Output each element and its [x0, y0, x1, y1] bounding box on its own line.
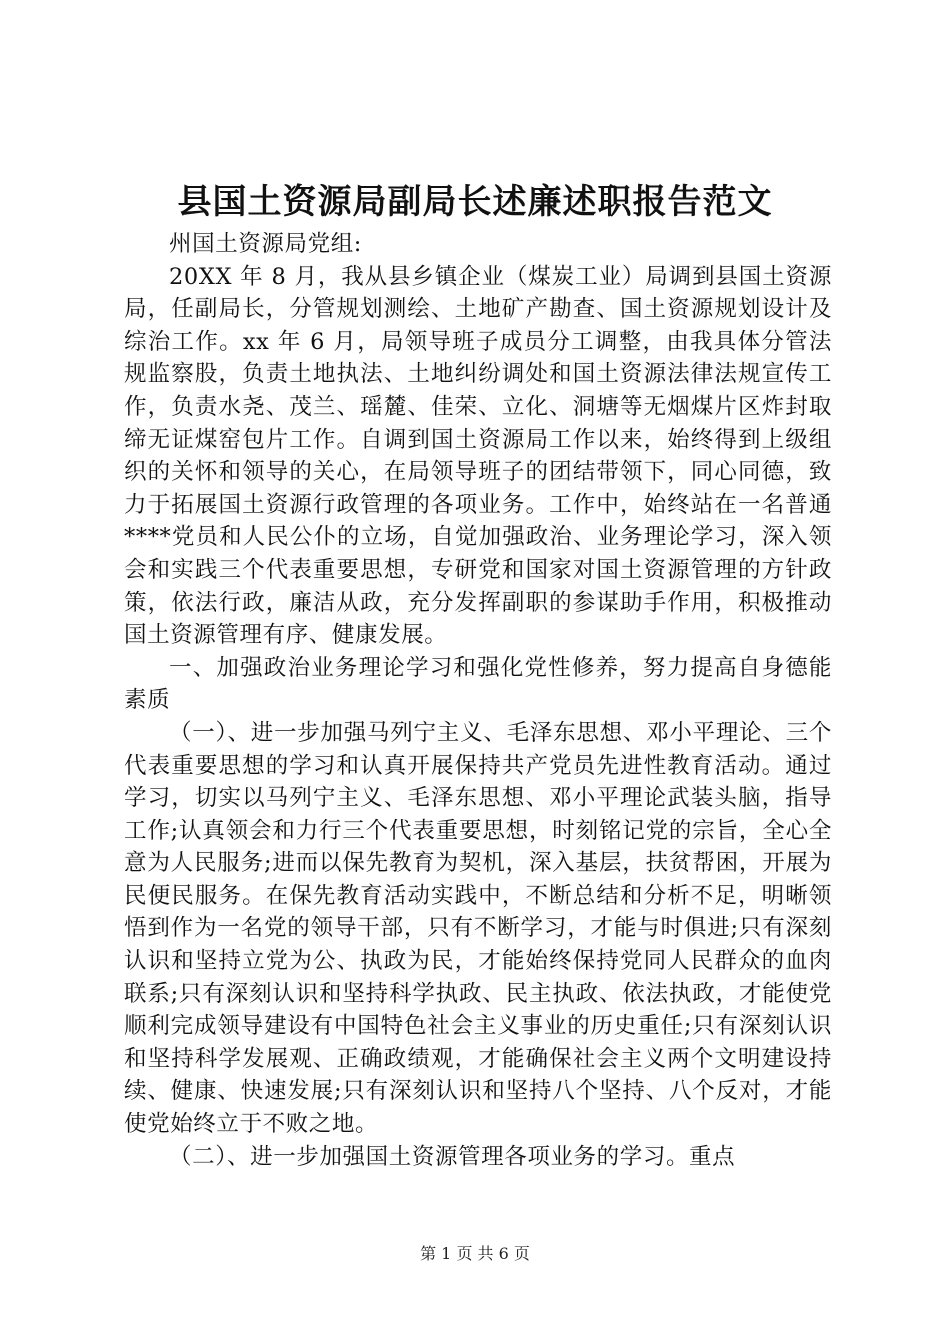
- paragraph-subsection-2: （二）、进一步加强国土资源管理各项业务的学习。重点: [169, 1143, 736, 1170]
- page-number-footer: 第 1 页 共 6 页: [420, 1244, 530, 1263]
- document-title: 县国土资源局副局长述廉述职报告范文: [177, 182, 773, 222]
- paragraph-intro: 20XX 年 8 月，我从县乡镇企业（煤炭工业）局调到县国土资源局，任副局长，分管规划测绘、土地矿产勘查、国土资源规划设计及综治工作。xx 年 6 月，局领导班子成员分工调整，由我具体分管法规监察股，负责土地执法、土地纠纷调处和国土资源法律法规宣传工作，负责水尧、茂兰、瑶麓、佳荣、立化、洞塘等无烟煤片区炸封取缔无证煤窑包片工作。自调到国土资源局工作以来，始终得到上级组织的关怀和领导的关心，在局领导班子的团结带领下，同心同德，致力于拓展国土资源行政管理的各项业务。工作中，始终站在一名普通****党员和人民公仆的立场，自觉加强政治、业务理论学习，深入领会和实践三个代表重要思想，专研党和国家对国土资源管理的方针政策，依法行政，廉洁从政，充分发挥副职的参谋助手作用，积极推动国土资源管理有序、健康发展。: [124, 263, 832, 649]
- salutation: 州国土资源局党组:: [169, 231, 362, 257]
- document-body: [124, 228, 832, 1173]
- section-heading-1: 一、加强政治业务理论学习和强化党性修养，努力提高自身德能素质: [124, 654, 832, 714]
- paragraph-subsection-1: （一）、进一步加强马列宁主义、毛泽东思想、邓小平理论、三个代表重要思想的学习和认真开展保持共产党员先进性教育活动。通过学习，切实以马列宁主义、毛泽东思想、邓小平理论武装头脑，指导工作;认真领会和力行三个代表重要思想，时刻铭记党的宗旨，全心全意为人民服务;进而以保先教育为契机，深入基层，扶贫帮困，开展为民便民服务。在保先教育活动实践中，不断总结和分析不足，明晰领悟到作为一名党的领导干部，只有不断学习，才能与时俱进;只有深刻认识和坚持立党为公、执政为民，才能始终保持党同人民群众的血肉联系;只有深刻认识和坚持科学执政、民主执政、依法执政，才能使党顺利完成领导建设有中国特色社会主义事业的历史重任;只有深刻认识和坚持科学发展观、正确政绩观，才能确保社会主义两个文明建设持续、健康、快速发展;只有深刻认识和坚持八个坚持、八个反对，才能使党始终立于不败之地。: [124, 719, 832, 1138]
